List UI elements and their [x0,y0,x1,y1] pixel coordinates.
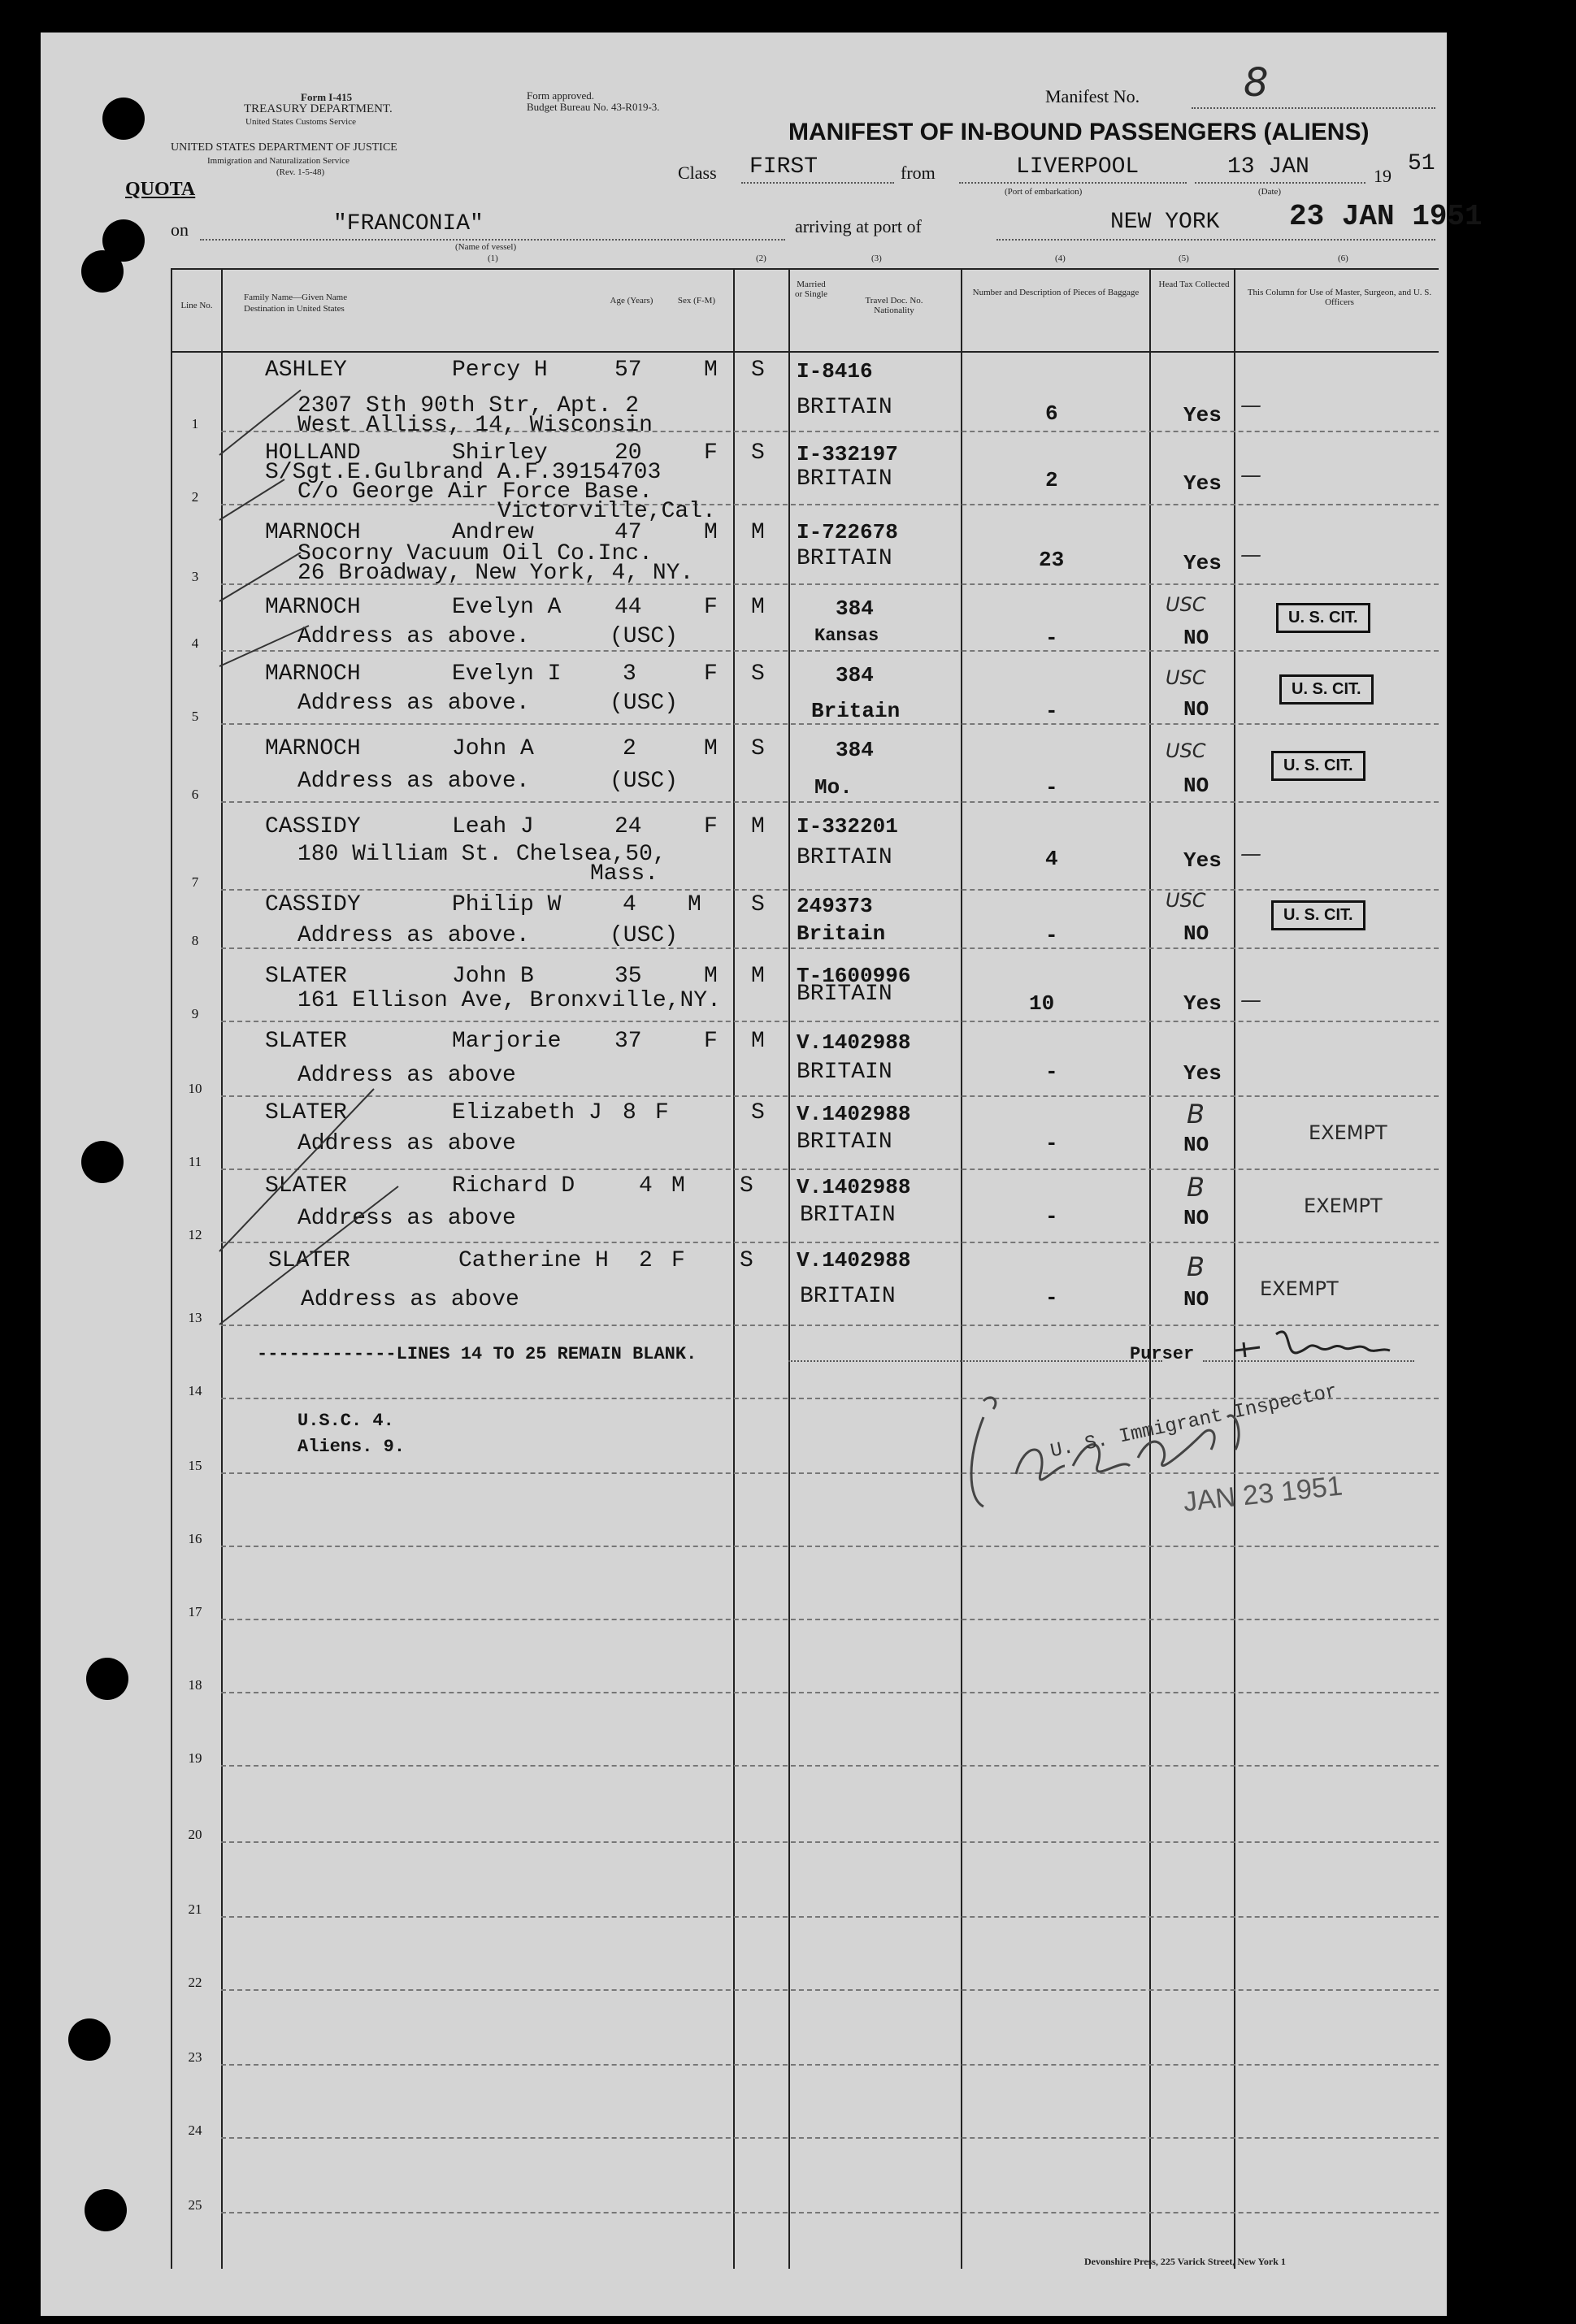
nationality: BRITAIN [797,845,892,870]
head-tax: Yes [1183,471,1222,496]
customs-label: United States Customs Service [245,117,356,127]
travel-doc: V.1402988 [797,1248,911,1273]
header-destination: Destination in United States [244,304,345,314]
baggage: - [1045,1060,1058,1084]
punch-hole [102,98,145,140]
travel-doc: 384 [836,596,874,621]
header-travel: Travel Doc. No. Nationality [865,296,923,315]
nationality: Britain [811,699,901,723]
travel-doc: 384 [836,663,874,687]
budget-label: Budget Bureau No. 43-R019-3. [527,101,660,113]
head-tax: NO [1183,697,1209,722]
blank-lines-dots [788,1360,1162,1362]
line-number: 16 [188,1531,202,1546]
age: 35 [614,964,642,989]
baggage: 23 [1039,548,1065,572]
nationality: BRITAIN [797,546,892,571]
baggage: - [1045,1286,1058,1310]
marital-status: M [751,1029,765,1054]
given-name: Andrew [452,520,534,545]
line-number: 1 [191,416,199,431]
punch-hole [85,2189,127,2231]
manifest-no-label: Manifest No. [1045,86,1140,106]
usc-note: (USC) [610,624,679,649]
sex: M [671,1173,685,1199]
line-number: 14 [188,1383,202,1398]
nationality: BRITAIN [797,1060,892,1085]
quota-label: QUOTA [125,179,196,200]
header-age: Age (Years) [610,296,653,306]
usc-note: (USC) [610,923,679,948]
address: C/o George Air Force Base. [297,479,653,505]
marital-status: M [751,814,765,839]
row-sep-22 [221,1989,1439,1992]
row-sep-20 [221,1841,1439,1844]
year-value: 51 [1408,151,1435,176]
check-marks [211,358,406,1349]
us-citizen-stamp: U. S. CIT. [1271,751,1365,781]
marital-status: S [751,736,765,761]
line-number: 9 [191,1006,199,1021]
tax-note: USC [1166,889,1206,912]
vessel-value: "FRANCONIA" [333,211,484,236]
port-line [959,182,1187,184]
usc-note: (USC) [610,691,679,716]
purser-signature [1227,1318,1422,1375]
line-number: 6 [191,787,199,802]
travel-doc: I-332201 [797,814,898,839]
baggage: 10 [1029,991,1055,1016]
col-border-travel [961,268,962,2269]
officer-mark: — [1240,842,1261,866]
officer-mark: — [1240,463,1261,488]
given-name: Shirley [452,440,548,466]
head-tax: NO [1183,774,1209,798]
head-tax: NO [1183,1206,1209,1230]
approved-label: Form approved. [527,89,595,102]
line-number: 12 [188,1227,202,1242]
marital-status: S [751,358,765,383]
line-number: 3 [191,569,199,584]
row-sep-23 [221,2064,1439,2066]
date-line [1195,182,1365,184]
baggage: 2 [1045,468,1058,492]
nationality: BRITAIN [800,1284,896,1309]
address: Address as above. [297,624,530,649]
sex: F [655,1100,669,1125]
travel-doc: I-332197 [797,442,898,466]
line-number: 24 [188,2122,202,2138]
given-name: John B [452,964,534,989]
age: 4 [623,892,636,917]
col-border-married [788,268,790,2269]
sex: M [688,892,701,917]
punch-hole [81,250,124,293]
head-tax: Yes [1183,403,1222,427]
row-sep-24 [221,2137,1439,2140]
col6-label: (6) [1338,254,1348,263]
address: Address as above. [297,691,530,716]
header-underline [171,351,1439,353]
age: 57 [614,358,642,383]
nationality: BRITAIN [797,466,892,492]
travel-doc: V.1402988 [797,1175,911,1199]
nationality: BRITAIN [797,395,892,420]
age: 8 [623,1100,636,1125]
date-value: 13 JAN [1227,154,1309,180]
given-name: Philip W [452,892,562,917]
row-sep-18 [221,1692,1439,1694]
address: Address as above. [297,769,530,794]
family-name: ASHLEY [265,358,347,383]
ins-label: Immigration and Naturalization Service [207,156,350,166]
age: 2 [623,736,636,761]
nationality: Kansas [814,626,879,646]
header-married: Married or Single [794,280,828,299]
address: West Alliss, 14, Wisconsin [297,413,653,438]
head-tax: Yes [1183,991,1222,1016]
family-name: MARNOCH [265,520,361,545]
port-caption: (Port of embarkation) [1005,187,1083,197]
travel-doc: T-1600996 [797,964,911,988]
col3-label: (3) [871,254,882,263]
address: Mass. [590,861,659,887]
vessel-col: (1) [488,254,498,263]
line-number: 5 [191,709,199,724]
marital-status: M [751,520,765,545]
punch-hole [86,1658,128,1700]
manifest-no-line [1192,107,1435,109]
punch-hole [68,2018,111,2061]
inspector-stamp: U. S. Immigrant Inspector [1048,1381,1339,1463]
line-number: 20 [188,1827,202,1842]
punch-hole [81,1141,124,1183]
head-tax: NO [1183,1133,1209,1157]
header-baggage: Number and Description of Pieces of Baggage [972,288,1140,297]
tax-note: USC [1166,666,1206,689]
exempt-note: EXEMPT [1260,1277,1339,1300]
baggage: - [1045,923,1058,947]
family-name: MARNOCH [265,661,361,687]
form-number: Form I-415 [301,91,353,103]
header-line-no: Line No. [180,301,213,310]
age: 20 [614,440,642,466]
address: 26 Broadway, New York, 4, NY. [297,561,694,586]
address: Socorny Vacuum Oil Co.Inc. [297,541,653,566]
age: 4 [639,1173,653,1199]
aliens-count: Aliens. 9. [297,1437,406,1457]
family-name: CASSIDY [265,892,361,917]
justice-label: UNITED STATES DEPARTMENT OF JUSTICE [171,141,397,154]
family-name: SLATER [265,1173,347,1199]
from-label: from [901,163,936,183]
family-name: SLATER [265,964,347,989]
marital-status: S [751,1100,765,1125]
address: Address as above. [297,923,530,948]
rev-label: (Rev. 1-5-48) [276,167,325,177]
line-number: 2 [191,489,199,505]
col-border-name [733,268,735,2269]
tax-note: B [1187,1099,1205,1129]
row-sep-19 [221,1765,1439,1767]
family-name: SLATER [265,1100,347,1125]
given-name: Elizabeth J [452,1100,602,1125]
sex: M [704,736,718,761]
header-name: Family Name—Given Name [244,293,348,302]
col-border-tax [1234,268,1235,2269]
head-tax: Yes [1183,551,1222,575]
us-citizen-stamp: U. S. CIT. [1279,674,1374,705]
row-sep-25 [221,2212,1439,2214]
line-number: 23 [188,2049,202,2065]
col4-label: (4) [1055,254,1066,263]
family-name: SLATER [268,1248,350,1273]
address: Address as above [297,1131,516,1156]
manifest-title: MANIFEST OF IN-BOUND PASSENGERS (ALIENS) [788,119,1370,145]
arriving-label: arriving at port of [795,216,922,236]
travel-doc: I-722678 [797,520,898,544]
printer-imprint: Devonshire Press, 225 Varick Street, New York 1 [1084,2256,1286,2267]
travel-doc: V.1402988 [797,1030,911,1055]
line-number: 25 [188,2197,202,2213]
sex: F [671,1248,685,1273]
sex: F [704,661,718,687]
header-sex: Sex (F-M) [677,296,716,306]
baggage: - [1045,1131,1058,1155]
address: Address as above [297,1206,516,1231]
age: 37 [614,1029,642,1054]
marital-status: S [751,661,765,687]
col-border-left [171,268,172,2269]
marital-status: S [740,1173,753,1199]
baggage: - [1045,1204,1058,1229]
line-number: 21 [188,1901,202,1917]
head-tax: Yes [1183,848,1222,873]
class-value: FIRST [749,154,818,180]
travel-doc: 249373 [797,894,873,918]
row-sep-17 [221,1619,1439,1621]
family-name: MARNOCH [265,736,361,761]
sex: F [704,1029,718,1054]
line-number: 7 [191,874,199,890]
address: 180 William St. Chelsea,50, [297,842,666,867]
address: Address as above [301,1287,519,1312]
on-label: on [171,219,189,240]
travel-doc: I-8416 [797,359,873,384]
row-sep-16 [221,1546,1439,1548]
marital-status: S [751,440,765,466]
nationality: BRITAIN [797,1129,892,1155]
us-citizen-stamp: U. S. CIT. [1271,900,1365,930]
age: 2 [639,1248,653,1273]
travel-doc: 384 [836,738,874,762]
line-number: 13 [188,1310,202,1325]
us-citizen-stamp: U. S. CIT. [1276,603,1370,633]
port-value: LIVERPOOL [1016,154,1140,180]
line-number: 11 [188,1154,202,1169]
head-tax: Yes [1183,1061,1222,1086]
arrival-port: NEW YORK [1110,210,1220,235]
line-number: 4 [191,635,199,651]
vessel-line [200,239,785,241]
marital-status: M [751,595,765,620]
baggage: - [1045,626,1058,650]
line-number: 8 [191,933,199,948]
line-number: 22 [188,1975,202,1990]
col-border-baggage [1149,268,1151,2269]
line-number: 10 [188,1081,202,1096]
given-name: John A [452,736,534,761]
baggage: - [1045,775,1058,800]
family-name: CASSIDY [265,814,361,839]
manifest-no-value: 8 [1244,60,1269,106]
head-tax: NO [1183,921,1209,946]
baggage: - [1045,699,1058,723]
address: 2307 Sth 90th Str, Apt. 2 [297,393,640,418]
marital-status: M [751,964,765,989]
officer-mark: — [1240,393,1261,418]
given-name: Catherine H [458,1248,609,1273]
tax-note: B [1187,1251,1205,1282]
inspector-date-stamp: JAN 23 1951 [1182,1470,1344,1518]
address: Address as above [297,1063,516,1088]
age: 47 [614,520,642,545]
sex: F [704,440,718,466]
nationality: Mo. [814,775,853,800]
class-label: Class [678,163,717,183]
address: Victorville,Cal. [497,499,716,524]
age: 3 [623,661,636,687]
address: 161 Ellison Ave, Bronxville,NY. [297,988,721,1013]
class-line [741,182,894,184]
arrival-line [996,239,1435,241]
baggage: 4 [1045,847,1058,871]
travel-doc: V.1402988 [797,1102,911,1126]
col2-label: (2) [756,254,766,263]
marital-status: S [751,892,765,917]
line-number: 19 [188,1750,202,1766]
given-name: Richard D [452,1173,575,1199]
row-sep-21 [221,1916,1439,1919]
family-name: HOLLAND [265,440,361,466]
baggage: 6 [1045,401,1058,426]
head-tax: NO [1183,1287,1209,1312]
nationality: BRITAIN [797,982,892,1007]
marital-status: S [740,1248,753,1273]
date-caption: (Date) [1258,187,1282,197]
age: 44 [614,595,642,620]
given-name: Leah J [452,814,534,839]
given-name: Percy H [452,358,548,383]
usc-note: (USC) [610,769,679,794]
sex: M [704,964,718,989]
officer-mark: — [1240,543,1261,567]
officer-mark: — [1240,988,1261,1012]
header-officers: This Column for Use of Master, Surgeon, and U. S. Officers [1247,288,1432,307]
nationality: Britain [797,921,886,946]
treasury-label: TREASURY DEPARTMENT. [244,102,393,115]
usc-count: U.S.C. 4. [297,1411,394,1431]
col5-label: (5) [1179,254,1189,263]
nationality: BRITAIN [800,1203,896,1228]
exempt-note: EXEMPT [1309,1121,1387,1144]
line-number: 15 [188,1458,202,1473]
given-name: Evelyn I [452,661,562,687]
given-name: Evelyn A [452,595,562,620]
arrival-date-stamp: 23 JAN 1951 [1289,200,1483,233]
sex: F [704,814,718,839]
given-name: Marjorie [452,1029,562,1054]
year-prefix: 19 [1374,166,1391,186]
header-headtax: Head Tax Collected [1158,280,1230,289]
sex: M [704,358,718,383]
line-number: 17 [188,1604,202,1619]
vessel-caption: (Name of vessel) [455,242,517,252]
line-number: 18 [188,1677,202,1693]
address: S/Sgt.E.Gulbrand A.F.39154703 [265,460,662,485]
tax-note: USC [1166,593,1206,616]
manifest-page [41,33,1483,2316]
head-tax: NO [1183,626,1209,650]
family-name: SLATER [265,1029,347,1054]
family-name: MARNOCH [265,595,361,620]
exempt-note: EXEMPT [1304,1195,1383,1217]
age: 24 [614,814,642,839]
tax-note: B [1187,1172,1205,1203]
sex: M [704,520,718,545]
purser-label: Purser [1130,1344,1195,1364]
sex: F [704,595,718,620]
tax-note: USC [1166,739,1206,762]
blank-lines-note: -------------LINES 14 TO 25 REMAIN BLANK. [257,1344,697,1364]
